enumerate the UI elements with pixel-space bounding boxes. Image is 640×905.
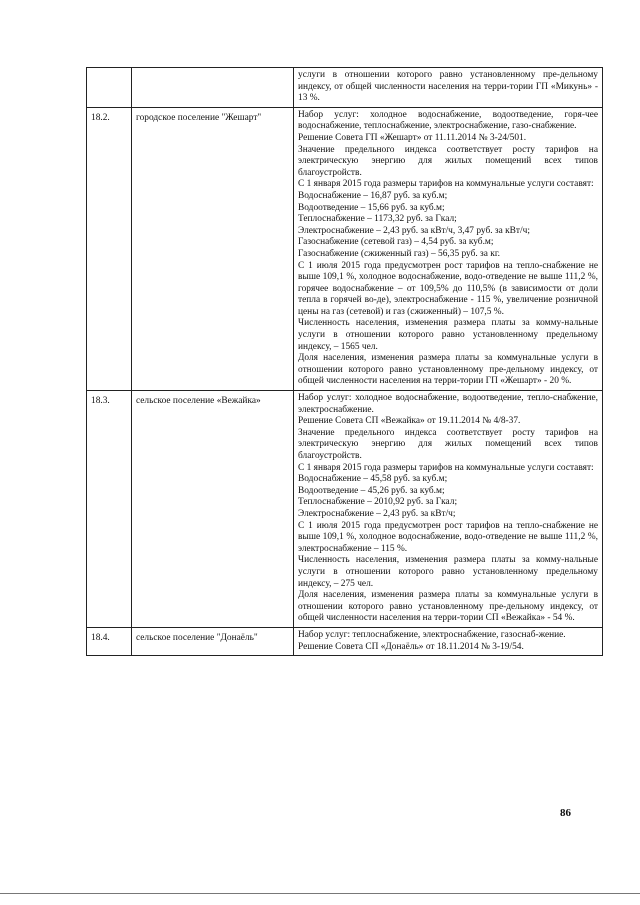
table-row [87,68,603,108]
row-number: 18.3. [87,391,132,628]
description-line: Доля населения, изменения размера платы за коммунальные услуги в отношении которого равно установленному пре-дельному индексу, от общей численности населения на терри-тории ГП «Жешарт» - 20 %. [298,353,598,387]
description-line: Доля населения, изменения размера платы за коммунальные услуги в отношении которого равно установленному пре-дельному индексу, от общей численности населения на терри-тории СП «Вежайка» - 54 %. [298,590,598,624]
description-line: Теплоснабжение – 1173,32 руб. за Гкал; [298,214,457,225]
row-number: 18.2. [87,107,132,390]
settlement-name [132,68,294,108]
table-row [87,391,603,628]
row-number: 18.4. [87,627,132,655]
row-number [87,68,132,108]
settlement-description [294,391,603,628]
description-line: Значение предельного индекса соответствует росту тарифов на электрическую энергию для жилых помещений всех типов благоустройств. [298,144,598,178]
table-row [87,627,603,655]
description-line: Численность населения, изменения размера платы за комму-нальные услуги в отношении которого равно установленному предельному индексу, – 1565 чел. [298,318,598,352]
settlement-description [294,627,603,655]
description-line: Водоотведение – 15,66 руб. за куб.м; [298,202,445,213]
settlement-name: сельское поселение «Вежайка» [132,391,294,628]
description-line: услуги в отношении которого равно установленному пре-дельному индексу, от общей численности населения на терри-тории ГП «Микунь» - 13 %. [298,70,598,104]
description-line: С 1 июля 2015 года предусмотрен рост тарифов на тепло-снабжение не выше 109,1 %, холодное водоснабжение, водо-отведение не выше 111,2 %, электроснабжение – 115 %. [298,520,598,554]
description-line: Решение Совета СП «Вежайка» от 19.11.2014 № 4/8-37. [298,416,521,427]
description-line: Электроснабжение – 2,43 руб. за кВт/ч; [298,508,456,519]
description-line: С 1 января 2015 года размеры тарифов на коммунальные услуги составят: [298,179,594,190]
description-line: Водоснабжение – 45,58 руб. за куб.м; [298,474,448,485]
description-line: С 1 июля 2015 года предусмотрен рост тарифов на тепло-снабжение не выше 109,1 %, холодное водоснабжение, водо-отведение не выше 111,2 %, горячее водоснабжение – от 109,5% до 110,5% (в зависимости от доли тепла в горячей во-де), электроснабжение - 115 %, увеличение розничной цены на газ (сетевой) и газ (сжиженный) – 107,5 %. [298,260,598,317]
settlement-description [294,68,603,108]
description-line: Теплоснабжение – 2010,92 руб. за Гкал; [298,497,458,508]
description-line: Численность населения, изменения размера платы за комму-нальные услуги в отношении которого равно установленному предельному индексу, – 275 чел. [298,555,598,589]
description-line: Электроснабжение – 2,43 руб. за кВт/ч, 3,47 руб. за кВт/ч; [298,225,530,236]
description-line: Набор услуг: холодное водоснабжение, водоотведение, горя-чее водоснабжение, теплоснабжение, электроснабжение, газо-снабжение. [298,109,598,132]
description-line: Решение Совета СП «Донаёль» от 18.11.2014 № 3-19/54. [298,641,524,652]
description-line: Набор услуг: теплоснабжение, электроснабжение, газоснаб-жение. [298,629,566,640]
description-line: Водоотведение – 45,26 руб. за куб.м; [298,485,445,496]
description-line: Значение предельного индекса соответствует росту тарифов на электрическую энергию для жилых помещений всех типов благоустройств. [298,427,598,461]
page-number: 86 [560,807,571,819]
description-line: Решение Совета ГП «Жешарт» от 11.11.2014 № 3-24/501. [298,132,527,143]
settlement-name: городское поселение "Жешарт" [132,107,294,390]
description-line: Газоснабжение (сжиженный газ) – 56,35 руб. за кг. [298,248,500,259]
table-row [87,107,603,390]
description-line: Газоснабжение (сетевой газ) – 4,54 руб. за куб.м; [298,237,494,248]
bottom-rule [0,893,640,894]
table-body [87,68,603,656]
settlement-description [294,107,603,390]
description-line: С 1 января 2015 года размеры тарифов на коммунальные услуги составят: [298,462,594,473]
description-line: Водоснабжение – 16,87 руб. за куб.м; [298,190,448,201]
settlement-name: сельское поселение "Донаёль" [132,627,294,655]
document-table [86,67,603,656]
description-line: Набор услуг: холодное водоснабжение, водоотведение, тепло-снабжение, электроснабжение. [298,393,598,415]
